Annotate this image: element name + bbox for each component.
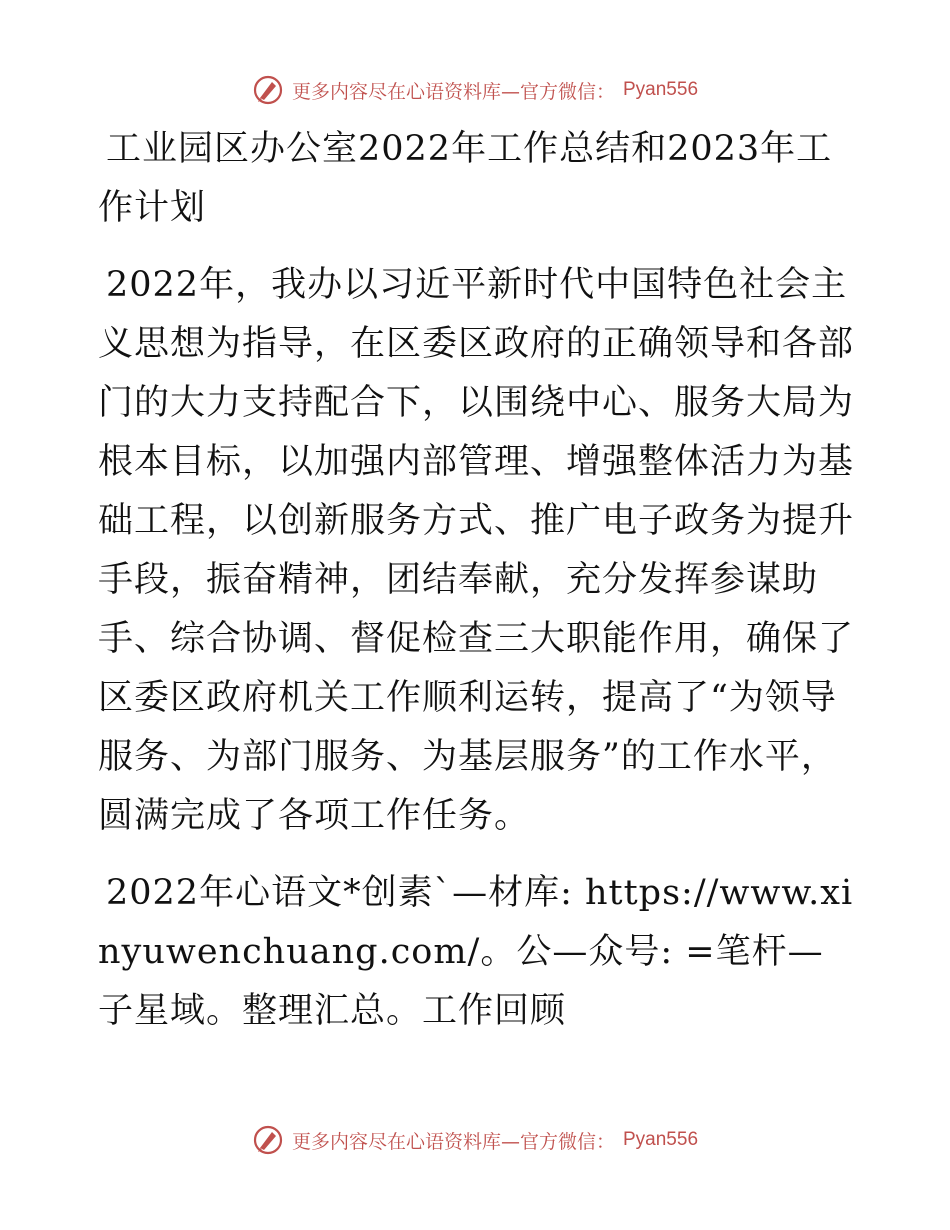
header-banner-text: 更多内容尽在心语资料库—官方微信： [291,80,615,103]
pen-logo-icon [252,74,284,106]
footer-watermark [252,1124,698,1156]
footer-banner [0,1120,950,1160]
header-wechat-id: Pyan556 [623,79,699,100]
header-watermark [252,74,698,106]
pen-logo-icon [252,1124,284,1156]
paragraph-intro: 2022年，我办以习近平新时代中国特色社会主义思想为指导，在区委区政府的正确领导和各部门的大力支持配合下，以围绕中心、服务大局为根本目标，以加强内部管理、增强整体活力为基础工程，以创新服务方式、推广电子政务为提升手段，振奋精神，团结奉献，充分发挥参谋助手、综合协调、督促检查三大职能作用，确保了区委区政府机关工作顺利运转，提高了“为领导服务、为部门服务、为基层服务”的工作水平，圆满完成了各项工作任务。 [98,265,855,836]
footer-banner-text: 更多内容尽在心语资料库—官方微信： [291,1130,615,1153]
footer-wechat-id: Pyan556 [623,1129,699,1150]
document-title: 工业园区办公室2022年工作总结和2023年工作计划 [98,129,833,228]
paragraph-source: 2022年心语文*创素`—材库: https://www.xinyuwenchuang.com/。公—众号: =笔杆—子星域。整理汇总。工作回顾 [98,873,854,1031]
header-banner [0,70,950,110]
document-body [98,120,858,1041]
